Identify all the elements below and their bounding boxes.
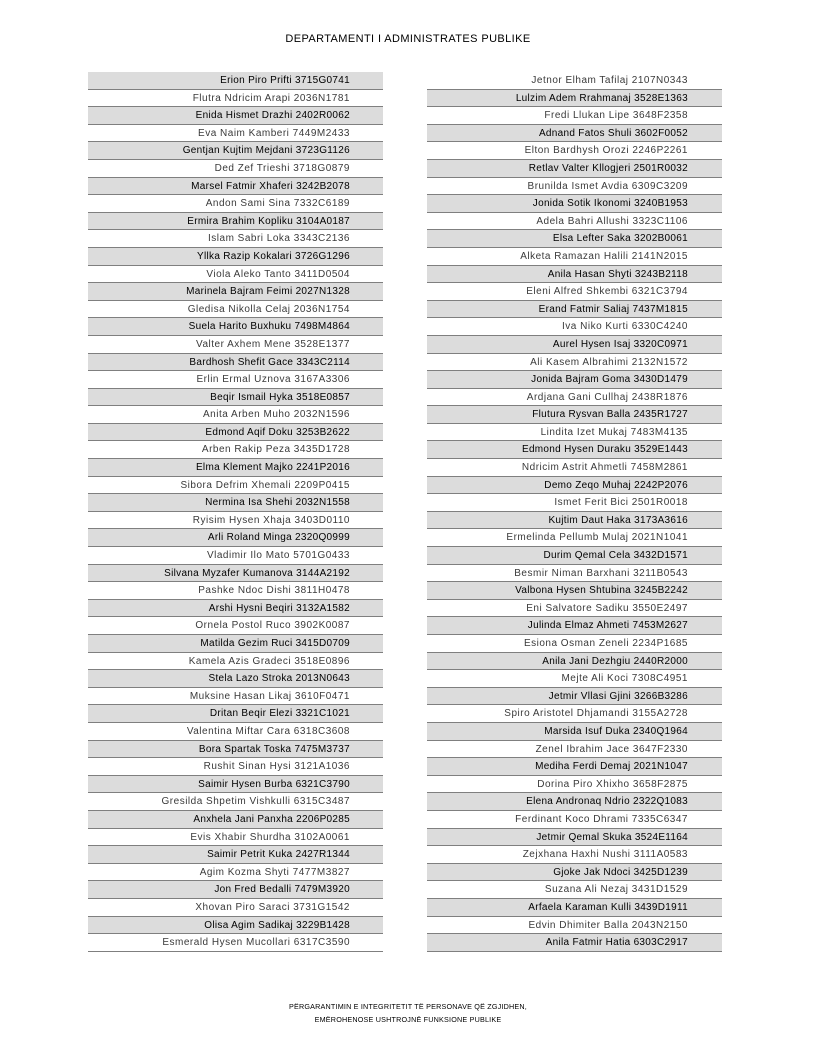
name-entry: Gresilda Shpetim Vishkulli 6315C3487 <box>88 793 383 811</box>
name-entry: Valentina Miftar Cara 6318C3608 <box>88 723 383 741</box>
name-entry: Anita Arben Muho 2032N1596 <box>88 406 383 424</box>
name-entry: Olisa Agim Sadikaj 3229B1428 <box>88 917 383 935</box>
right-name-column <box>427 72 722 952</box>
name-entry: Ardjana Gani Cullhaj 2438R1876 <box>427 389 722 407</box>
name-entry: Demo Zeqo Muhaj 2242P2076 <box>427 477 722 495</box>
name-entry: Lindita Izet Mukaj 7483M4135 <box>427 424 722 442</box>
name-entry: Matilda Gezim Ruci 3415D0709 <box>88 635 383 653</box>
name-entry: Jonida Bajram Goma 3430D1479 <box>427 371 722 389</box>
name-entry: Fredi Llukan Lipe 3648F2358 <box>427 107 722 125</box>
name-entry: Andon Sami Sina 7332C6189 <box>88 195 383 213</box>
name-entry: Julinda Elmaz Ahmeti 7453M2627 <box>427 617 722 635</box>
name-entry: Elma Klement Majko 2241P2016 <box>88 459 383 477</box>
name-entry: Marinela Bajram Feimi 2027N1328 <box>88 283 383 301</box>
name-entry: Beqir Ismail Hyka 3518E0857 <box>88 389 383 407</box>
name-entry: Marsel Fatmir Xhaferi 3242B2078 <box>88 178 383 196</box>
name-entry: Eleni Alfred Shkembi 6321C3794 <box>427 283 722 301</box>
name-entry: Jetnor Elham Tafilaj 2107N0343 <box>427 72 722 90</box>
name-entry: Dritan Beqir Elezi 3321C1021 <box>88 705 383 723</box>
name-entry: Saimir Hysen Burba 6321C3790 <box>88 776 383 794</box>
name-entry: Anxhela Jani Panxha 2206P0285 <box>88 811 383 829</box>
name-entry: Jon Fred Bedalli 7479M3920 <box>88 881 383 899</box>
name-entry: Viola Aleko Tanto 3411D0504 <box>88 266 383 284</box>
name-entry: Ndricim Astrit Ahmetli 7458M2861 <box>427 459 722 477</box>
name-entry: Ismet Ferit Bici 2501R0018 <box>427 494 722 512</box>
name-entry: Edmond Hysen Duraku 3529E1443 <box>427 441 722 459</box>
name-entry: Iva Niko Kurti 6330C4240 <box>427 318 722 336</box>
name-entry: Saimir Petrit Kuka 2427R1344 <box>88 846 383 864</box>
name-entry: Sibora Defrim Xhemali 2209P0415 <box>88 477 383 495</box>
name-entry: Edmond Aqif Doku 3253B2622 <box>88 424 383 442</box>
name-entry: Besmir Niman Barxhani 3211B0543 <box>427 565 722 583</box>
name-entry: Ded Zef Trieshi 3718G0879 <box>88 160 383 178</box>
name-entry: Muksine Hasan Likaj 3610F0471 <box>88 688 383 706</box>
name-entry: Retlav Valter Kllogjeri 2501R0032 <box>427 160 722 178</box>
name-entry: Kamela Azis Gradeci 3518E0896 <box>88 653 383 671</box>
name-entry: Arshi Hysni Beqiri 3132A1582 <box>88 600 383 618</box>
name-entry: Zenel Ibrahim Jace 3647F2330 <box>427 741 722 759</box>
footer-line-2: EMËROHENOSE USHTROJNË FUNKSIONE PUBLIKE <box>314 1015 502 1024</box>
name-entry: Esmerald Hysen Mucollari 6317C3590 <box>88 934 383 952</box>
name-entry: Esiona Osman Zeneli 2234P1685 <box>427 635 722 653</box>
name-entry: Mejte Ali Koci 7308C4951 <box>427 670 722 688</box>
name-entry: Aurel Hysen Isaj 3320C0971 <box>427 336 722 354</box>
name-entry: Marsida Isuf Duka 2340Q1964 <box>427 723 722 741</box>
name-entry: Silvana Myzafer Kumanova 3144A2192 <box>88 565 383 583</box>
name-entry: Xhovan Piro Saraci 3731G1542 <box>88 899 383 917</box>
name-entry: Dorina Piro Xhixho 3658F2875 <box>427 776 722 794</box>
name-entry: Zejxhana Haxhi Nushi 3111A0583 <box>427 846 722 864</box>
name-entry: Flutura Rysvan Balla 2435R1727 <box>427 406 722 424</box>
name-entry: Evis Xhabir Shurdha 3102A0061 <box>88 829 383 847</box>
name-entry: Ermira Brahim Kopliku 3104A0187 <box>88 213 383 231</box>
name-entry: Anila Fatmir Hatia 6303C2917 <box>427 934 722 952</box>
name-entry: Anila Jani Dezhgiu 2440R2000 <box>427 653 722 671</box>
name-entry: Valter Axhem Mene 3528E1377 <box>88 336 383 354</box>
name-entry: Enida Hismet Drazhi 2402R0062 <box>88 107 383 125</box>
name-entry: Stela Lazo Stroka 2013N0643 <box>88 670 383 688</box>
name-entry: Ermelinda Pellumb Mulaj 2021N1041 <box>427 529 722 547</box>
name-entry: Arben Rakip Peza 3435D1728 <box>88 441 383 459</box>
name-entry: Jetmir Qemal Skuka 3524E1164 <box>427 829 722 847</box>
name-entry: Flutra Ndricim Arapi 2036N1781 <box>88 90 383 108</box>
name-entry: Spiro Aristotel Dhjamandi 3155A2728 <box>427 705 722 723</box>
name-entry: Erand Fatmir Saliaj 7437M1815 <box>427 301 722 319</box>
name-entry: Adnand Fatos Shuli 3602F0052 <box>427 125 722 143</box>
name-entry: Ali Kasem Albrahimi 2132N1572 <box>427 354 722 372</box>
name-entry: Pashke Ndoc Dishi 3811H0478 <box>88 582 383 600</box>
left-name-column <box>88 72 383 952</box>
name-entry: Brunilda Ismet Avdia 6309C3209 <box>427 178 722 196</box>
name-entry: Bora Spartak Toska 7475M3737 <box>88 741 383 759</box>
name-entry: Gjoke Jak Ndoci 3425D1239 <box>427 864 722 882</box>
name-entry: Elsa Lefter Saka 3202B0061 <box>427 230 722 248</box>
name-entry: Vladimir Ilo Mato 5701G0433 <box>88 547 383 565</box>
name-entry: Lulzim Adem Rrahmanaj 3528E1363 <box>427 90 722 108</box>
name-entry: Ferdinant Koco Dhrami 7335C6347 <box>427 811 722 829</box>
name-entry: Valbona Hysen Shtubina 3245B2242 <box>427 582 722 600</box>
name-entry: Nermina Isa Shehi 2032N1558 <box>88 494 383 512</box>
name-entry: Alketa Ramazan Halili 2141N2015 <box>427 248 722 266</box>
name-entry: Elena Andronaq Ndrio 2322Q1083 <box>427 793 722 811</box>
name-entry: Rushit Sinan Hysi 3121A1036 <box>88 758 383 776</box>
name-entry: Agim Kozma Shyti 7477M3827 <box>88 864 383 882</box>
name-entry: Islam Sabri Loka 3343C2136 <box>88 230 383 248</box>
name-entry: Bardhosh Shefit Gace 3343C2114 <box>88 354 383 372</box>
name-entry: Eni Salvatore Sadiku 3550E2497 <box>427 600 722 618</box>
name-entry: Erion Piro Prifti 3715G0741 <box>88 72 383 90</box>
name-entry: Kujtim Daut Haka 3173A3616 <box>427 512 722 530</box>
name-entry: Elton Bardhysh Orozi 2246P2261 <box>427 142 722 160</box>
document-title: DEPARTAMENTI I ADMINISTRATES PUBLIKE <box>285 33 531 45</box>
name-entry: Yllka Razip Kokalari 3726G1296 <box>88 248 383 266</box>
name-entry: Anila Hasan Shyti 3243B2118 <box>427 266 722 284</box>
name-entry: Eva Naim Kamberi 7449M2433 <box>88 125 383 143</box>
name-entry: Edvin Dhimiter Balla 2043N2150 <box>427 917 722 935</box>
name-entry: Suzana Ali Nezaj 3431D1529 <box>427 881 722 899</box>
name-entry: Ryisim Hysen Xhaja 3403D0110 <box>88 512 383 530</box>
footer <box>0 1000 816 1026</box>
name-entry: Mediha Ferdi Demaj 2021N1047 <box>427 758 722 776</box>
name-entry: Gledisa Nikolla Celaj 2036N1754 <box>88 301 383 319</box>
name-entry: Suela Harito Buxhuku 7498M4864 <box>88 318 383 336</box>
name-entry: Durim Qemal Cela 3432D1571 <box>427 547 722 565</box>
name-entry: Ornela Postol Ruco 3902K0087 <box>88 617 383 635</box>
name-entry: Erlin Ermal Uznova 3167A3306 <box>88 371 383 389</box>
name-entry: Jonida Sotik Ikonomi 3240B1953 <box>427 195 722 213</box>
name-entry: Jetmir Vllasi Gjini 3266B3286 <box>427 688 722 706</box>
name-entry: Arfaela Karaman Kulli 3439D1911 <box>427 899 722 917</box>
name-entry: Gentjan Kujtim Mejdani 3723G1126 <box>88 142 383 160</box>
footer-line-1: PËRGARANTIMIN E INTEGRITETIT TË PERSONAVE QË ZGJIDHEN, <box>288 1002 528 1011</box>
name-entry: Arli Roland Minga 2320Q0999 <box>88 529 383 547</box>
name-entry: Adela Bahri Allushi 3323C1106 <box>427 213 722 231</box>
